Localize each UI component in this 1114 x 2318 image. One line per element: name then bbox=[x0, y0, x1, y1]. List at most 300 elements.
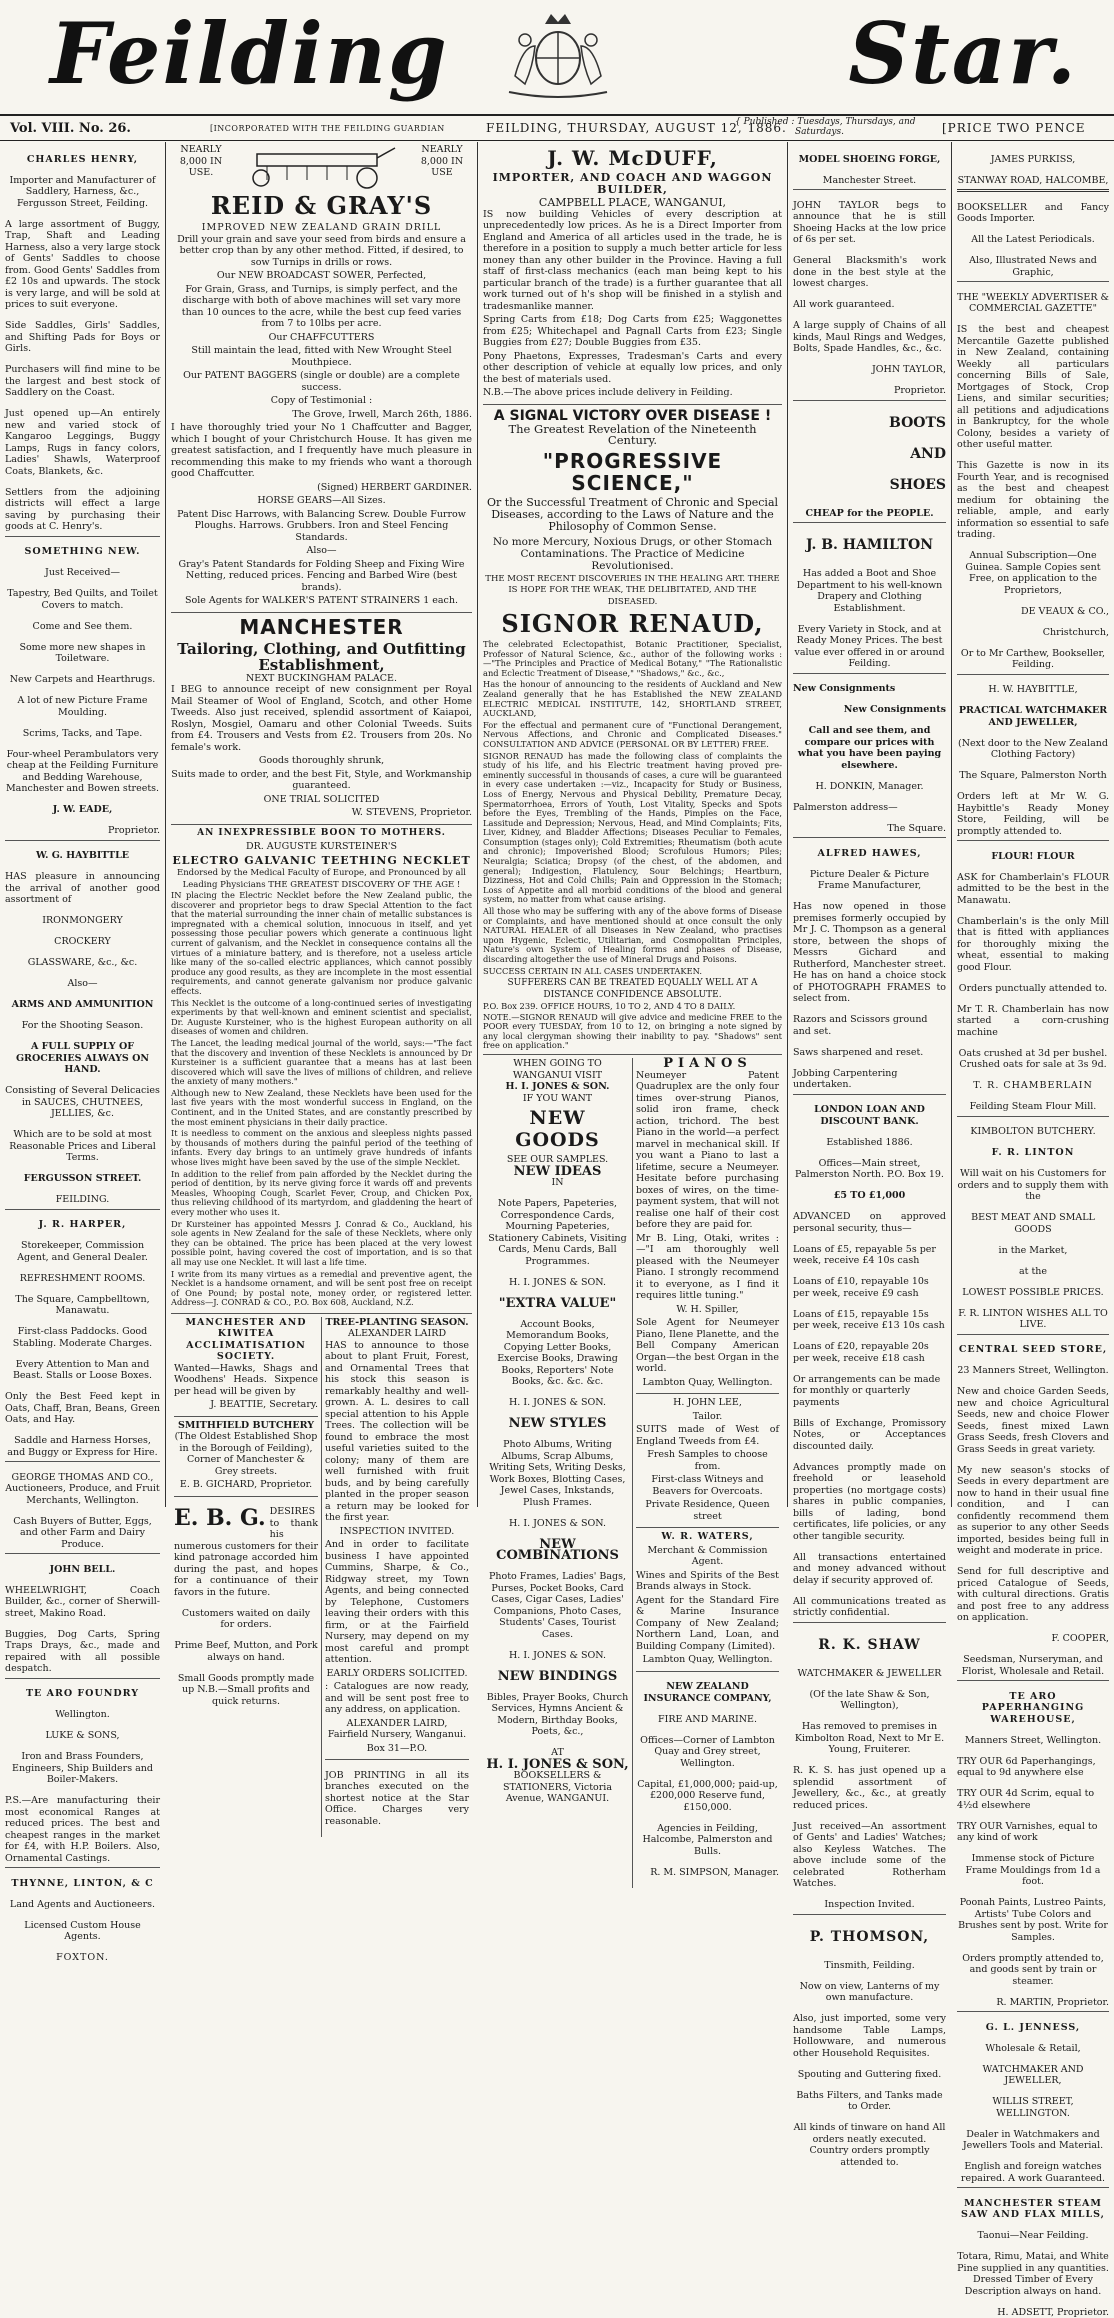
ad-line: Has added a Boot and Shoe Department to his well-known Drapery and Clothing Establishment. bbox=[793, 568, 946, 614]
greatest-line: The Greatest Revelation of the Nineteenth Century. bbox=[483, 424, 782, 447]
paragraph: I BEG to announce receipt of new consignment per Royal Mail Steamer of Wool of England, Scotch, and other Home Tweeds. Also just received, splendid assortment of Kaiapoi, Roslyn, Mosgiel, Oamaru and other Colonial Tweeds. Suits from £4. Trousers and Vests from £2. Trousers from 20s. No female's work. bbox=[171, 684, 472, 753]
ad-line: For the Shooting Season. bbox=[5, 1020, 160, 1032]
ad-line: Storekeeper, Commission Agent, and General Dealer. bbox=[5, 1240, 160, 1263]
tree-name: ALEXANDER LAIRD bbox=[325, 1328, 469, 1340]
ad-line: AND bbox=[793, 446, 946, 463]
paragraph: Drill your grain and save your seed from birds and ensure a better crop than by any other method. Fitted, if desired, to sow Turnips in drills or rows. bbox=[171, 234, 472, 269]
ad-line: Scrims, Tacks, and Tape. bbox=[5, 728, 160, 740]
ad-line: Mr T. R. Chamberlain has now started a corn-crushing machine bbox=[957, 1004, 1109, 1039]
manchester-paragraphs bbox=[171, 684, 472, 819]
paragraph: The Lancet, the leading medical journal of the world, says:—"The fact that the discovery and invention of these Necklets is announced by Dr Kursteiner is a sufficient guarantee that a means has at last been discovered which will save the lives of millions of children, and relieve the anxiety of many mothers." bbox=[171, 1039, 472, 1087]
ad-line: Importer and Manufacturer of Saddlery, Harness, &c., Fergusson Street, Feilding. bbox=[5, 175, 160, 210]
pianos-quote: Mr B. Ling, Otaki, writes :—"I am thoroughly well pleased with the Neumeyer Piano. I strongly recommend it to everyone, as I find it requires little tuning." bbox=[636, 1233, 779, 1302]
ad-line: Wellington. bbox=[5, 1709, 160, 1721]
paragraph: I have thoroughly tried your No 1 Chaffcutter and Bagger, which I bought of your Christchurch House. It has given me greatest satisfaction, and I frequently have much pleasure in recommending this make to my friends who want a thorough good Chaffcutter. bbox=[171, 422, 472, 480]
ebg-line-4: Small Goods promptly made up N.B.—Small profits and quick returns. bbox=[174, 1673, 318, 1708]
ad-line: 23 Manners Street, Wellington. bbox=[957, 1365, 1109, 1377]
pianos-signature: W. H. Spiller, bbox=[636, 1304, 779, 1316]
jones-combinations-body: Photo Frames, Ladies' Bags, Purses, Pocket Books, Card Cases, Cigar Cases, Ladies' Companions, Photo Cases, Students' Cases, Tourist Cases. bbox=[486, 1571, 629, 1640]
ad-line: Dealer in Watchmakers and Jewellers Tools and Material. bbox=[957, 2129, 1109, 2152]
ad-line: G. L. JENNESS, bbox=[957, 2022, 1109, 2034]
ad-line: First-class Paddocks. Good Stabling. Moderate Charges. bbox=[5, 1326, 160, 1349]
ad-line: Inspection Invited. bbox=[793, 1899, 946, 1915]
ad-line: Christchurch, bbox=[957, 627, 1109, 639]
reid-paragraphs bbox=[171, 234, 472, 607]
jones-see: SEE OUR SAMPLES. bbox=[486, 1154, 629, 1166]
ad-line: MANCHESTER STEAM SAW AND FLAX MILLS, bbox=[957, 2198, 1109, 2221]
ad-line: Loans of £5, repayable 5s per week, receive £4 10s cash bbox=[793, 1244, 946, 1267]
lee-private: Private Residence, Queen street bbox=[636, 1499, 779, 1522]
ad-line: Has removed to premises in Kimbolton Road, Next to Mr E. Young, Fruiterer. bbox=[793, 1721, 946, 1756]
paragraph: The celebrated Eclectopathist, Botanic Practitioner, Specialist, Professor of Natural Science, &c., author of the following works :—"The Principles and Practice of Medical Botany," "The Rationalistic and Eclectic Treatment of Disease," "Shadows," &c., &c., bbox=[483, 640, 782, 678]
boon-product: ELECTRO GALVANIC TEETHING NECKLET bbox=[171, 855, 472, 867]
paragraph: Goods thoroughly shrunk, bbox=[171, 755, 472, 767]
ad-line: TE ARO FOUNDRY bbox=[5, 1688, 160, 1700]
masthead bbox=[0, 0, 1114, 112]
mcduff-ad bbox=[483, 147, 782, 405]
ad-line: Or arrangements can be made for monthly or quarterly payments bbox=[793, 1374, 946, 1409]
lee-first: First-class Witneys and Beavers for Overcoats. bbox=[636, 1474, 779, 1497]
column-1 bbox=[0, 142, 166, 1507]
ad-line: ARMS AND AMMUNITION bbox=[5, 999, 160, 1011]
jones-ideas: NEW IDEAS bbox=[486, 1166, 629, 1178]
boon-paragraphs bbox=[171, 891, 472, 1308]
ad-line: (Of the late Shaw & Son, Wellington), bbox=[793, 1689, 946, 1712]
lee-body: SUITS made of West of England Tweeds from £4. bbox=[636, 1424, 779, 1447]
ad-line: J. B. HAMILTON bbox=[793, 537, 946, 554]
column-4 bbox=[788, 142, 952, 1507]
ad-line: SHOES bbox=[793, 477, 946, 494]
ad-line: Cash Buyers of Butter, Eggs, and other Farm and Dairy Produce. bbox=[5, 1516, 160, 1555]
reid-gray-ad bbox=[171, 144, 472, 613]
ad-line: JOHN TAYLOR begs to announce that he is still Shoeing Hacks at the low price of 6s per set. bbox=[793, 200, 946, 246]
ad-line: FERGUSSON STREET. bbox=[5, 1173, 160, 1185]
ad-line: A large assortment of Buggy, Trap, Shaft and Leading Harness, also a very large stock of Gents' Saddles to choose from. Good Gents' Saddles from £2 10s and upwards. The stock is very large, and will be sold at prices to suit everyone. bbox=[5, 219, 160, 311]
ad-line: TRY OUR Varnishes, equal to any kind of work bbox=[957, 1821, 1109, 1844]
ad-line: Licensed Custom House Agents. bbox=[5, 1920, 160, 1943]
ad-line: STANWAY ROAD, HALCOMBE, bbox=[957, 175, 1109, 193]
ad-line: Loans of £15, repayable 15s per week, receive £13 10s cash bbox=[793, 1309, 946, 1332]
ad-line: FOXTON. bbox=[5, 1952, 160, 1964]
waters-trade: Merchant & Commission Agent. bbox=[636, 1545, 779, 1568]
boon-name: DR. AUGUSTE KURSTEINER'S bbox=[171, 841, 472, 853]
ad-line: R. MARTIN, Proprietor. bbox=[957, 1997, 1109, 2013]
ad-line: FLOUR! FLOUR bbox=[957, 851, 1109, 863]
nzins-signature: R. M. SIMPSON, Manager. bbox=[636, 1867, 779, 1879]
ad-line: MODEL SHOEING FORGE, bbox=[793, 154, 946, 166]
butchery-signature: E. B. GICHARD, Proprietor. bbox=[174, 1479, 318, 1491]
ad-line: JOHN BELL. bbox=[5, 1564, 160, 1576]
ad-line: TRY OUR 6d Paperhangings, equal to 9d anywhere else bbox=[957, 1756, 1109, 1779]
ad-line: All kinds of tinware on hand All orders neatly executed. Country orders promptly attended to. bbox=[793, 2122, 946, 2168]
ad-line: Only the Best Feed kept in Oats, Chaff, Bran, Beans, Green Oats, and Hay. bbox=[5, 1391, 160, 1426]
acclim-body: Wanted—Hawks, Shags and Woodhens' Heads. Sixpence per head will be given by bbox=[174, 1363, 318, 1398]
paragraph: Our PATENT BAGGERS (single or double) are a complete success. bbox=[171, 370, 472, 393]
ad-line: Tapestry, Bed Quilts, and Toilet Covers to match. bbox=[5, 588, 160, 611]
paragraph: Gray's Patent Standards for Folding Sheep and Fixing Wire Netting, reduced prices. Fencing and Barbed Wire (best brands). bbox=[171, 559, 472, 594]
ad-line: All communications treated as strictly confidential. bbox=[793, 1596, 946, 1623]
nzins-sub: FIRE AND MARINE. bbox=[636, 1714, 779, 1726]
ad-line: Which are to be sold at most Reasonable Prices and Liberal Terms. bbox=[5, 1129, 160, 1164]
jones-extra-body: Account Books, Memorandum Books, Copying Letter Books, Exercise Books, Drawing Books, Reporters' Note Books, &c. &c. &c. bbox=[486, 1319, 629, 1388]
jones-final: H. I. JONES & SON, bbox=[486, 1759, 629, 1771]
ad-line: P. THOMSON, bbox=[793, 1929, 946, 1946]
waters-ad bbox=[636, 1531, 779, 1672]
ad-line: GLASSWARE, &c., &c. bbox=[5, 957, 160, 969]
jones-if: IF YOU WANT bbox=[486, 1093, 629, 1105]
paragraph: The Grove, Irwell, March 26th, 1886. bbox=[171, 409, 472, 421]
ad-line: LONDON LOAN AND DISCOUNT BANK. bbox=[793, 1104, 946, 1127]
ad-line: £5 TO £1,000 bbox=[793, 1190, 946, 1202]
jones-at: AT bbox=[486, 1747, 629, 1759]
tree-box: Box 31—P.O. bbox=[325, 1743, 469, 1755]
ad-line: A large supply of Chains of all kinds, Maul Rings and Wedges, Bolts, Spade Handles, &c., &c. bbox=[793, 320, 946, 355]
ad-line: Taonui—Near Feilding. bbox=[957, 2230, 1109, 2242]
progressive-title: "PROGRESSIVE SCIENCE," bbox=[483, 450, 782, 494]
ad-line: Totara, Rimu, Matai, and White Pine supplied in any quantities. Dressed Timber of Every Description always on hand. bbox=[957, 2251, 1109, 2297]
ad-line: WATCHMAKER AND JEWELLER, bbox=[957, 2064, 1109, 2087]
ad-line: Jobbing Carpentering undertaken. bbox=[793, 1068, 946, 1095]
ad-line: Or to Mr Carthew, Bookseller, Feilding. bbox=[957, 648, 1109, 675]
ad-line: WHEELWRIGHT, Coach Builder, &c., corner of Sherwill-street, Makino Road. bbox=[5, 1585, 160, 1620]
jones-name: H. I. JONES & SON. bbox=[486, 1081, 629, 1093]
nzins-agencies: Agencies in Feilding, Halcombe, Palmerston and Bulls. bbox=[636, 1823, 779, 1858]
ad-line: TE ARO PAPERHANGING WAREHOUSE, bbox=[957, 1691, 1109, 1726]
ad-line: Has now opened in those premises formerly occupied by Mr J. C. Thompson as a general store, between the shops of Messrs Gichard and Rutherford, Manchester street. He has on hand a choice stock of PHOTOGRAPH FRAMES to select from. bbox=[793, 901, 946, 1005]
renaud-ad bbox=[483, 408, 782, 1056]
ad-line: Also, Illustrated News and Graphic, bbox=[957, 255, 1109, 282]
boon-subtitle: Endorsed by the Medical Faculty of Europe, and Pronounced by all Leading Physicians THE GREATEST DISCOVERY OF THE AGE ! bbox=[171, 868, 472, 891]
paragraph: In addition to the relief from pain afforded by the Necklet during the period of dentition, by its nerve giving force it wards off and prevents Measles, Whooping Cough, Scarlet Fever, Croup, and Chicken Pox, thus relieving childhood of its martyrdom, and gladdening the heart of every mother who uses it. bbox=[171, 1170, 472, 1218]
ad-line: F. R. LINTON bbox=[957, 1147, 1109, 1159]
ad-line: Some more new shapes in Toiletware. bbox=[5, 642, 160, 665]
pianos-title: PIANOS bbox=[636, 1058, 779, 1070]
col3-split bbox=[483, 1058, 782, 1888]
ad-line: Razors and Scissors ground and set. bbox=[793, 1014, 946, 1037]
publication-days: { Published : Tuesdays, Thursdays, and Saturdays. bbox=[735, 117, 916, 137]
ad-line: IS the best and cheapest Mercantile Gazette published in New Zealand, containing Weekly all particulars concerning Bills of Sale, Mortgages of Stock, Crop Liens, and similar securities; all petitions and adjudications in Bankruptcy, for the whole Colony, besides a variety of other useful matter. bbox=[957, 324, 1109, 451]
ad-line: All work guaranteed. bbox=[793, 299, 946, 311]
dateline: FEILDING, THURSDAY, AUGUST 12, 1886. bbox=[486, 121, 787, 135]
ad-line: Now on view, Lanterns of my own manufacture. bbox=[793, 1981, 946, 2004]
ad-line: Settlers from the adjoining districts will effect a large saving by purchasing their goods at C. Henry's. bbox=[5, 487, 160, 537]
paragraph: SUCCESS CERTAIN IN ALL CASES UNDERTAKEN. bbox=[483, 967, 782, 977]
pianos-body: Neumeyer Patent Quadruplex are the only four times over-strung Pianos, solid iron frame, check action, trichord. The best Piano in the world—a perfect marvel in mechanical skill. If you want a Piano to last a lifetime, secure a Neumeyer. Hesitate before purchasing boxes of wires, on the time-payment system, that will not realise one half of their cost before they are paid for. bbox=[636, 1070, 779, 1231]
tree-body-2: And in order to facilitate business I have appointed Cummins, Sharpe, & Co., Ridgway street, my Town Agents, and being connected by Telephone, Customers leaving their orders with this firm, or at the Fairfield Nursery, may depend on my most careful and prompt attention. bbox=[325, 1539, 469, 1666]
ad-line: JAMES PURKISS, bbox=[957, 154, 1109, 166]
ad-line: Offices—Main street, Palmerston North. P.O. Box 19. bbox=[793, 1158, 946, 1181]
ad-line: in the Market, bbox=[957, 1245, 1109, 1257]
ad-line: New Consignments bbox=[793, 704, 946, 716]
no-more-line: No more Mercury, Noxious Drugs, or other Stomach Contaminations. The Practice of Medicine Revolutionised. bbox=[483, 536, 782, 572]
paragraph: For the effectual and permanent cure of "Functional Derangement, Nervous Affections, and Chronic and Complicated Diseases." CONSULTATION AND ADVICE (PERSONAL OR BY LETTER) FREE. bbox=[483, 721, 782, 750]
lee-ad bbox=[636, 1397, 779, 1528]
ebg-line-3: Prime Beef, Mutton, and Pork always on hand. bbox=[174, 1640, 318, 1663]
lee-trade: Tailor. bbox=[636, 1411, 779, 1423]
acclimatisation-ad bbox=[174, 1317, 318, 1417]
ad-line: WATCHMAKER & JEWELLER bbox=[793, 1668, 946, 1680]
ad-line: Manchester Street. bbox=[793, 175, 946, 191]
right-ads bbox=[633, 1058, 782, 1888]
paragraph: SIGNOR RENAUD has made the following class of complaints the study of his life, and his Electric treatment having proved pre-eminently successful in thousands of cases, a cure will be guaranteed in every case undertaken :—viz., Incapacity for Study or Business, Loss of Energy, Nervous and Physical Debility, Premature Decay, Spermatorrhoea, Errors of Youth, Lost Vitality, Specks and Spots before the Eyes, Trembling of the Hands, Pimples on the Face, Lassitude and Depression; Nervous, Head, and Mind Complaints; Fits, Liver, Kidney, and Bladder Affections; Diseases Peculiar to Females, Consumption (stages only); Cold Extremities; Rheumatism (both acute and chronic); Impoverished Blood; Scrofulous Humors; Piles; Neuralgia; Sciatica; Dropsy (of the chest, of the abdomen, and general); Indigestion, Flatulency, Sour Belchings; Heartburn, Dizziness, Hot and Cold Chills; Pain and Oppression in the Stomach; Loss of Appetite and all morbid conditions of the blood and general system, no matter from what cause arising. bbox=[483, 752, 782, 906]
ad-line: T. R. CHAMBERLAIN bbox=[957, 1080, 1109, 1092]
ad-line: Also, just imported, some very handsome Table Lamps, Hollowware, and numerous other Household Requisites. bbox=[793, 2013, 946, 2059]
ad-line: The Square. bbox=[793, 823, 946, 839]
ad-line: Bills of Exchange, Promissory Notes, or Acceptances discounted daily. bbox=[793, 1418, 946, 1453]
nzins-offices: Offices—Corner of Lambton Quay and Grey street, Wellington. bbox=[636, 1735, 779, 1770]
ad-line: P.S.—Are manufacturing their most economical Ranges at reduced prices. The best and cheapest ranges in the market for £4, with H.P. Boilers. Also, Ornamental Castings. bbox=[5, 1795, 160, 1868]
ebg-line-2: Customers waited on daily for orders. bbox=[174, 1608, 318, 1631]
ad-line: IRONMONGERY bbox=[5, 915, 160, 927]
ad-line: PRACTICAL WATCHMAKER AND JEWELLER, bbox=[957, 705, 1109, 728]
jones-new-goods: NEW GOODS bbox=[486, 1107, 629, 1151]
boon-title: AN INEXPRESSIBLE BOON TO MOTHERS. bbox=[171, 828, 472, 840]
ad-line: WILLIS STREET, WELLINGTON. bbox=[957, 2096, 1109, 2119]
ad-line: Chamberlain's is the only Mill that is fitted with appliances for thoroughly mixing the wheat, essential to making good Flour. bbox=[957, 916, 1109, 974]
ad-line: General Blacksmith's work done in the best style at the lowest charges. bbox=[793, 255, 946, 290]
ad-line: Advances promptly made on freehold or leasehold properties (no mortgage costs) shares in public companies, bills of lading, bond certificates, life policies, or any other tangible security. bbox=[793, 1462, 946, 1543]
paragraph: Pony Phaetons, Expresses, Tradesman's Carts and every other description of vehicle at equally low prices, and only the best of materials used. bbox=[483, 351, 782, 386]
paragraph: Copy of Testimonial : bbox=[171, 395, 472, 407]
acclim-title: MANCHESTER AND KIWITEA ACCLIMATISATION SOCIETY. bbox=[174, 1317, 318, 1363]
pianos-ad bbox=[636, 1058, 779, 1394]
jones-sig-4: H. I. JONES & SON. bbox=[486, 1650, 629, 1662]
right-half bbox=[322, 1317, 472, 1837]
paragraph: N.B.—The above prices include delivery in Feilding. bbox=[483, 387, 782, 399]
ad-line: Will wait on his Customers for orders and to supply them with the bbox=[957, 1168, 1109, 1203]
paragraph: It is needless to comment on the anxious and sleepless nights passed by thousands of mothers during the painful period of the teething of infants. Every day brings to an untimely grave hundreds of infants whose lives might have been saved by the use of the simple Necklet. bbox=[171, 1129, 472, 1167]
ad-line: SOMETHING NEW. bbox=[5, 546, 160, 558]
ad-line: F. COOPER, bbox=[957, 1633, 1109, 1645]
ebg-ad bbox=[174, 1506, 318, 1707]
acclim-signature: J. BEATTIE, Secretary. bbox=[174, 1399, 318, 1411]
job-printing: JOB PRINTING in all its branches executed on the shortest notice at the Star Office. Charges very reasonable. bbox=[325, 1770, 469, 1828]
victory-heading: A SIGNAL VICTORY OVER DISEASE ! bbox=[483, 408, 782, 424]
paragraph: Our NEW BROADCAST SOWER, Perfected, bbox=[171, 270, 472, 282]
paragraph: Although new to New Zealand, these Necklets have been used for the last five years with the most wonderful success in England, on the Continent, and in the United States, and are constantly prescribed by the most eminent physicians in their daily practice. bbox=[171, 1089, 472, 1127]
paragraph: This Necklet is the outcome of a long-continued series of investigating experiments by that well-known and eminent scientist and specialist, Dr. Auguste Kursteiner, who is the highest European authority on all diseases of women and children. bbox=[171, 999, 472, 1037]
tree-body: HAS to announce to those about to plant Fruit, Forest, and Ornamental Trees that his stock this season is remarkably healthy and well-grown. A. L. desires to call special attention to his Apple Trees. The collection will be found to embrace the most useful varieties suited to the colony; many of them are well furnished with fruit buds, and by being carefully planted in the proper season a return may be looked for the first year. bbox=[325, 1340, 469, 1524]
ad-line: Side Saddles, Girls' Saddles, and Shifting Pads for Boys or Girls. bbox=[5, 320, 160, 355]
drill-right-note: NEARLY 8,000 IN USE bbox=[412, 144, 472, 179]
tree-early: EARLY ORDERS SOLICITED. bbox=[325, 1668, 469, 1680]
paragraph: (Signed) HERBERT GARDINER. bbox=[171, 482, 472, 494]
paragraph: Sole Agents for WALKER'S PATENT STRAINERS 1 each. bbox=[171, 595, 472, 607]
ad-line: A lot of new Picture Frame Moulding. bbox=[5, 695, 160, 718]
pianos-place: Lambton Quay, Wellington. bbox=[636, 1377, 779, 1389]
grain-drill-icon bbox=[247, 144, 397, 190]
ad-line: Just Received— bbox=[5, 567, 160, 579]
mcduff-subtitle: IMPORTER, AND COACH AND WAGGON BUILDER, bbox=[483, 172, 782, 195]
ad-line: Call and see them, and compare our prices with what you have been paying elsewhere. bbox=[793, 725, 946, 771]
paragraph: For Grain, Grass, and Turnips, is simply perfect, and the discharge with both of above machines will set vary more than 10 ounces to the acre, while the best cup feed varies from 7 to 10lbs per acre. bbox=[171, 284, 472, 330]
ad-line: Feilding Steam Flour Mill. bbox=[957, 1101, 1109, 1117]
office-hours: P.O. Box 239. OFFICE HOURS, 10 TO 2, AND 4 TO 8 DAILY. bbox=[483, 1001, 782, 1013]
ad-line: W. G. HAYBITTLE bbox=[5, 850, 160, 862]
lee-fresh: Fresh Samples to choose from. bbox=[636, 1449, 779, 1472]
drill-left-note: NEARLY 8,000 IN USE. bbox=[171, 144, 231, 179]
necklet-ad bbox=[171, 828, 472, 1314]
incorporated-note: [INCORPORATED WITH THE FEILDING GUARDIAN bbox=[210, 124, 445, 133]
ad-line: BOOKSELLER and Fancy Goods Importer. bbox=[957, 202, 1109, 225]
ad-line: R. K. SHAW bbox=[793, 1637, 946, 1654]
renaud-note: NOTE.—SIGNOR RENAUD will give advice and medicine FREE to the POOR every TUESDAY, from 10 to 12, on bringing a note signed by any local clergyman showing their inability to pay. "Shadows" sent free on application." bbox=[483, 1013, 782, 1051]
ad-line: THE "WEEKLY ADVERTISER & COMMERCIAL GAZETTE" bbox=[957, 292, 1109, 315]
butchery-ad bbox=[174, 1420, 318, 1497]
paragraph: Also— bbox=[171, 545, 472, 557]
ad-line: (Next door to the New Zealand Clothing Factory) bbox=[957, 738, 1109, 761]
info-bar bbox=[0, 114, 1114, 141]
ebg-body: DESIRES to thank his numerous customers for their kind patronage accorded him during the past, and hopes for a continuance of their favors in the future. bbox=[174, 1506, 318, 1598]
jones-styles-body: Photo Albums, Writing Albums, Scrap Albums, Writing Sets, Writing Desks, Work Boxes, Blotting Cases, Jewel Cases, Inkstands, Plush Frames. bbox=[486, 1439, 629, 1508]
ad-line: Oats crushed at 3d per bushel. Crushed oats for sale at 3s 9d. bbox=[957, 1048, 1109, 1071]
ad-line: Every Variety in Stock, and at Ready Money Prices. The best value ever offered in or around Feilding. bbox=[793, 624, 946, 674]
nz-insurance-ad bbox=[636, 1681, 779, 1878]
ad-line: CROCKERY bbox=[5, 936, 160, 948]
coat-of-arms-icon bbox=[495, 6, 621, 102]
ad-line: Just opened up—An entirely new and varied stock of Kangaroo Leggings, Buggy Lamps, Rugs in fancy colors, Ladies' Shawls, Waterproof Coats, Blankets, &c. bbox=[5, 408, 160, 477]
paragraph: Dr Kursteiner has appointed Messrs J. Conrad & Co., Auckland, his sole agents in New Zealand for the sale of these Necklets, where only they can be obtained. The price has been placed at the very lowest possible point, having covered the cost of importation, and is so that all may use one Necklet. It will last a life time. bbox=[171, 1220, 472, 1268]
jones-ideas-body: Note Papers, Papeteries, Correspondence Cards, Mourning Papeteries, Stationery Cabinets, Visiting Cards, Menu Cards, Ball Programmes. bbox=[486, 1198, 629, 1267]
mcduff-paragraphs bbox=[483, 209, 782, 399]
reid-title: REID & GRAY'S bbox=[171, 193, 472, 219]
jones-sig-2: H. I. JONES & SON. bbox=[486, 1397, 629, 1409]
ad-line: Four-wheel Perambulators very cheap at the Feilding Furniture and Bedding Warehouse, Manchester and Bowen streets. bbox=[5, 749, 160, 795]
waters-place: Lambton Quay, Wellington. bbox=[636, 1654, 779, 1666]
paragraph: I write from its many virtues as a remedial and preventive agent, the Necklet is a handsome ornament, and will be sent post free on receipt of One Pound; by postal note, money order, or registered letter. Address—J. CONRAD & CO., P.O. Box 608, Auckland, N.Z. bbox=[171, 1270, 472, 1308]
ad-line: Also— bbox=[5, 978, 160, 990]
column-3 bbox=[478, 142, 788, 1507]
paragraph: W. STEVENS, Proprietor. bbox=[171, 807, 472, 819]
manchester-place: NEXT BUCKINGHAM PALACE. bbox=[171, 673, 472, 685]
ad-line: J. W. EADE, bbox=[5, 804, 160, 816]
tree-inspect: INSPECTION INVITED. bbox=[325, 1526, 469, 1538]
jones-bindings: NEW BINDINGS bbox=[486, 1671, 629, 1683]
pianos-agent: Sole Agent for Neumeyer Piano, Ilene Planette, and the Bell Company American Organ—the best Organ in the world. bbox=[636, 1317, 779, 1375]
ad-line: Just received—An assortment of Gents' and Ladies' Watches; also Keyless Watches. The above include some of the celebrated Rotherham Watches. bbox=[793, 1821, 946, 1890]
ad-line: Loans of £20, repayable 20s per week, receive £18 cash bbox=[793, 1341, 946, 1364]
paragraph: All those who may be suffering with any of the above forms of Disease or Complaints, and have mentioned should at once consult the only NATURAL HEALER of all Diseases in New Zealand, who practises upon Hygenic, Eclectic, Utilitarian, and Cosmopolitan Principles, Nature's own System of Healing forms and phases of Disease, discarding altogether the use of Mineral Drugs and Poisons. bbox=[483, 907, 782, 965]
ad-line: Land Agents and Auctioneers. bbox=[5, 1899, 160, 1911]
ad-line: New Carpets and Hearthrugs. bbox=[5, 674, 160, 686]
ad-line: Established 1886. bbox=[793, 1137, 946, 1149]
jones-final-sub: BOOKSELLERS & STATIONERS, Victoria Avenue, WANGANUI. bbox=[486, 1770, 629, 1805]
ad-line: Consisting of Several Delicacies in SAUCES, CHUTNEES, JELLIES, &c. bbox=[5, 1085, 160, 1120]
manchester-subtitle: Tailoring, Clothing, and Outfitting Establishment, bbox=[171, 641, 472, 673]
sufferers-line: SUFFERERS CAN BE TREATED EQUALLY WELL AT A DISTANCE CONFIDENCE ABSOLUTE. bbox=[483, 978, 782, 1001]
ebg-letters: E. B. G. bbox=[174, 1506, 266, 1530]
paragraph: Suits made to order, and the best Fit, Style, and Workmanship guaranteed. bbox=[171, 769, 472, 792]
ad-line: Orders punctually attended to. bbox=[957, 983, 1109, 995]
progressive-subtitle: Or the Successful Treatment of Chronic and Special Diseases, according to the Laws of Nature and the Philosophy of Common Sense. bbox=[483, 497, 782, 533]
ad-line: Loans of £10, repayable 10s per week, receive £9 cash bbox=[793, 1276, 946, 1299]
column-5 bbox=[952, 142, 1114, 1507]
tree-title: TREE-PLANTING SEASON. bbox=[325, 1317, 469, 1329]
ad-line: F. R. LINTON WISHES ALL TO LIVE. bbox=[957, 1308, 1109, 1335]
ad-line: Palmerston address— bbox=[793, 802, 946, 814]
waters-agent: Agent for the Standard Fire & Marine Insurance Company of New Zealand; Northern Land, Loan, and Building Company (Limited). bbox=[636, 1595, 779, 1653]
ad-line: Seedsman, Nurseryman, and Florist, Wholesale and Retail. bbox=[957, 1654, 1109, 1681]
ad-line: The Square, Palmerston North bbox=[957, 770, 1109, 782]
ad-line: Send for full descriptive and priced Catalogue of Seeds, with cultural directions. Gratis and post free to any address on application. bbox=[957, 1566, 1109, 1624]
ad-line: All the Latest Periodicals. bbox=[957, 234, 1109, 246]
ad-line: CENTRAL SEED STORE, bbox=[957, 1344, 1109, 1356]
ad-line: Saws sharpened and reset. bbox=[793, 1047, 946, 1059]
jones-bindings-body: Bibles, Prayer Books, Church Services, Hymns Ancient & Modern, Birthday Books, Poets, &c., bbox=[486, 1692, 629, 1738]
ad-line: Orders left at Mr W. G. Haybittle's Ready Money Store, Feilding, will be promptly attended to. bbox=[957, 791, 1109, 841]
ad-line: FEILDING. bbox=[5, 1194, 160, 1210]
ad-line: Buggies, Dog Carts, Spring Traps Drays, &c., made and repaired with all possible despatch. bbox=[5, 1629, 160, 1679]
ad-line: Purchasers will find mine to be the largest and best stock of Saddlery on the Coast. bbox=[5, 364, 160, 399]
paragraph: Patent Disc Harrows, with Balancing Screw. Double Furrow Ploughs. Harrows. Grubbers. Iron and Steel Fencing Standards. bbox=[171, 509, 472, 544]
butchery-body: (The Oldest Established Shop in the Borough of Feilding), Corner of Manchester & Grey streets. bbox=[174, 1431, 318, 1477]
renaud-paragraphs bbox=[483, 640, 782, 976]
ad-line: R. K. S. has just opened up a splendid assortment of Jewellery, &c., &c., at greatly reduced prices. bbox=[793, 1765, 946, 1811]
ad-line: This Gazette is now in its Fourth Year, and is recognised as the best and cheapest medium for obtaining the reliable, ample, and early information so essential to safe trading. bbox=[957, 460, 1109, 541]
jones-in: IN bbox=[486, 1177, 629, 1189]
ad-line: THYNNE, LINTON, & C bbox=[5, 1878, 160, 1890]
ad-line: Orders promptly attended to, and goods sent by train or steamer. bbox=[957, 1953, 1109, 1988]
nzins-title: NEW ZEALAND INSURANCE COMPANY, bbox=[636, 1681, 779, 1704]
paragraph: Has the honour of announcing to the residents of Auckland and New Zealand generally that he has Established the NEW ZEALAND ELECTRIC MEDICAL INSTITUTE, 142, SHORTLAND STREET, AUCKLAND, bbox=[483, 680, 782, 718]
ad-line: DE VEAUX & CO., bbox=[957, 606, 1109, 618]
paragraph: ONE TRIAL SOLICITED bbox=[171, 794, 472, 806]
title-right: Star. bbox=[848, 6, 1078, 102]
ad-line: Come and See them. bbox=[5, 621, 160, 633]
ad-line: ADVANCED on approved personal security, thus— bbox=[793, 1211, 946, 1234]
ad-line: KIMBOLTON BUTCHERY. bbox=[957, 1126, 1109, 1138]
ad-line: All transactions entertained and money advanced without delay if security approved of. bbox=[793, 1552, 946, 1587]
ad-line: Immense stock of Picture Frame Mouldings from 1d a foot. bbox=[957, 1853, 1109, 1888]
waters-name: W. R. WATERS, bbox=[636, 1531, 779, 1543]
ad-line: The Square, Campbelltown, Manawatu. bbox=[5, 1294, 160, 1317]
paragraph: Our CHAFFCUTTERS bbox=[171, 332, 472, 344]
ad-line: Manners Street, Wellington. bbox=[957, 1735, 1109, 1747]
ad-line: JOHN TAYLOR, bbox=[793, 364, 946, 376]
ad-line: TRY OUR 4d Scrim, equal to 4½d elsewhere bbox=[957, 1788, 1109, 1811]
ad-line: My new season's stocks of Seeds in every department are now to hand in their usual fine condition, and I can confidently recommend them as superior to any other Seeds imported, besides being full in weight and moderate in price. bbox=[957, 1465, 1109, 1557]
ad-line: Annual Subscription—One Guinea. Sample Copies sent Free, on application to the Proprietors, bbox=[957, 550, 1109, 596]
mcduff-place: CAMPBELL PLACE, WANGANUI, bbox=[483, 197, 782, 209]
ad-line: BEST MEAT AND SMALL GOODS bbox=[957, 1212, 1109, 1235]
tree-body-3: : Catalogues are now ready, and will be sent post free to any address, on application. bbox=[325, 1681, 469, 1716]
ad-line: LOWEST POSSIBLE PRICES. bbox=[957, 1287, 1109, 1299]
ad-line: Picture Dealer & Picture Frame Manufacturer, bbox=[793, 869, 946, 892]
butchery-title: SMITHFIELD BUTCHERY bbox=[174, 1420, 318, 1432]
ad-line: Wholesale & Retail, bbox=[957, 2043, 1109, 2055]
ad-line: H. ADSETT, Proprietor. bbox=[957, 2307, 1109, 2318]
title-left: Feilding bbox=[50, 6, 449, 102]
paragraph: IN placing the Electric Necklet before the New Zealand public, the discoverer and proprietor begs to draw Special Attention to the fact that the material surrounding the inner chain of metallic substances is impregnated with a chemical solution, innocuous in itself, and yet possessing those peculiar powers which generate a continuous light current of galvanism, and the Necklet in consequence contains all the virtues of a miniature battery, and is therefore, not a useless article like many of the so-called electric appliances, which cannot possibly produce any good results, as they are incomplete in the most essential requirements, and cannot generate galvanism nor produce galvanic effects. bbox=[171, 891, 472, 997]
ad-line: CHARLES HENRY, bbox=[5, 154, 160, 166]
ad-line: English and foreign watches repaired. A work Guaranteed. bbox=[957, 2161, 1109, 2188]
ad-line: CHEAP for the PEOPLE. bbox=[793, 508, 946, 524]
ad-line: REFRESHMENT ROOMS. bbox=[5, 1273, 160, 1285]
mcduff-name: J. W. McDUFF, bbox=[483, 147, 782, 169]
ad-line: New and choice Garden Seeds, new and choice Agricultural Seeds, new and choice Flower Seeds, finest mixed Lawn Grass Seeds, fresh Clovers and Grass Seeds in great variety. bbox=[957, 1386, 1109, 1455]
jones-combinations: NEW COMBINATIONS bbox=[486, 1539, 629, 1562]
ad-line: H. DONKIN, Manager. bbox=[793, 781, 946, 793]
ad-line: HAS pleasure in announcing the arrival of another good assortment of bbox=[5, 871, 160, 906]
ad-line: Poonah Paints, Lustreo Paints, Artists' Tube Colors and Brushes sent by post. Write for Samples. bbox=[957, 1897, 1109, 1943]
paragraph: IS now building Vehicles of every description at unprecedentedly low prices. As he is a Direct Importer from England and America of all articles used in the trade, he is therefore in a position to supply a much better article for less money than any other builder in the Province. Having a full staff of first-class mechanics (each man being kept to his particular branch of the trade) is a further guarantee that all work turned out of h's shop will be finished in a stylish and tradesmanlike manner. bbox=[483, 209, 782, 313]
recent-line: THE MOST RECENT DISCOVERIES IN THE HEALING ART. THERE IS HOPE FOR THE WEAK, THE DELIBITATED, AND THE DISEASED. bbox=[483, 574, 782, 609]
ad-line: A FULL SUPPLY OF GROCERIES ALWAYS ON HAND. bbox=[5, 1041, 160, 1076]
ad-line: Proprietor. bbox=[5, 825, 160, 841]
ad-line: LUKE & SONS, bbox=[5, 1730, 160, 1742]
volume-number: Vol. VIII. No. 26. bbox=[10, 121, 131, 136]
manchester-title: MANCHESTER bbox=[171, 616, 472, 638]
